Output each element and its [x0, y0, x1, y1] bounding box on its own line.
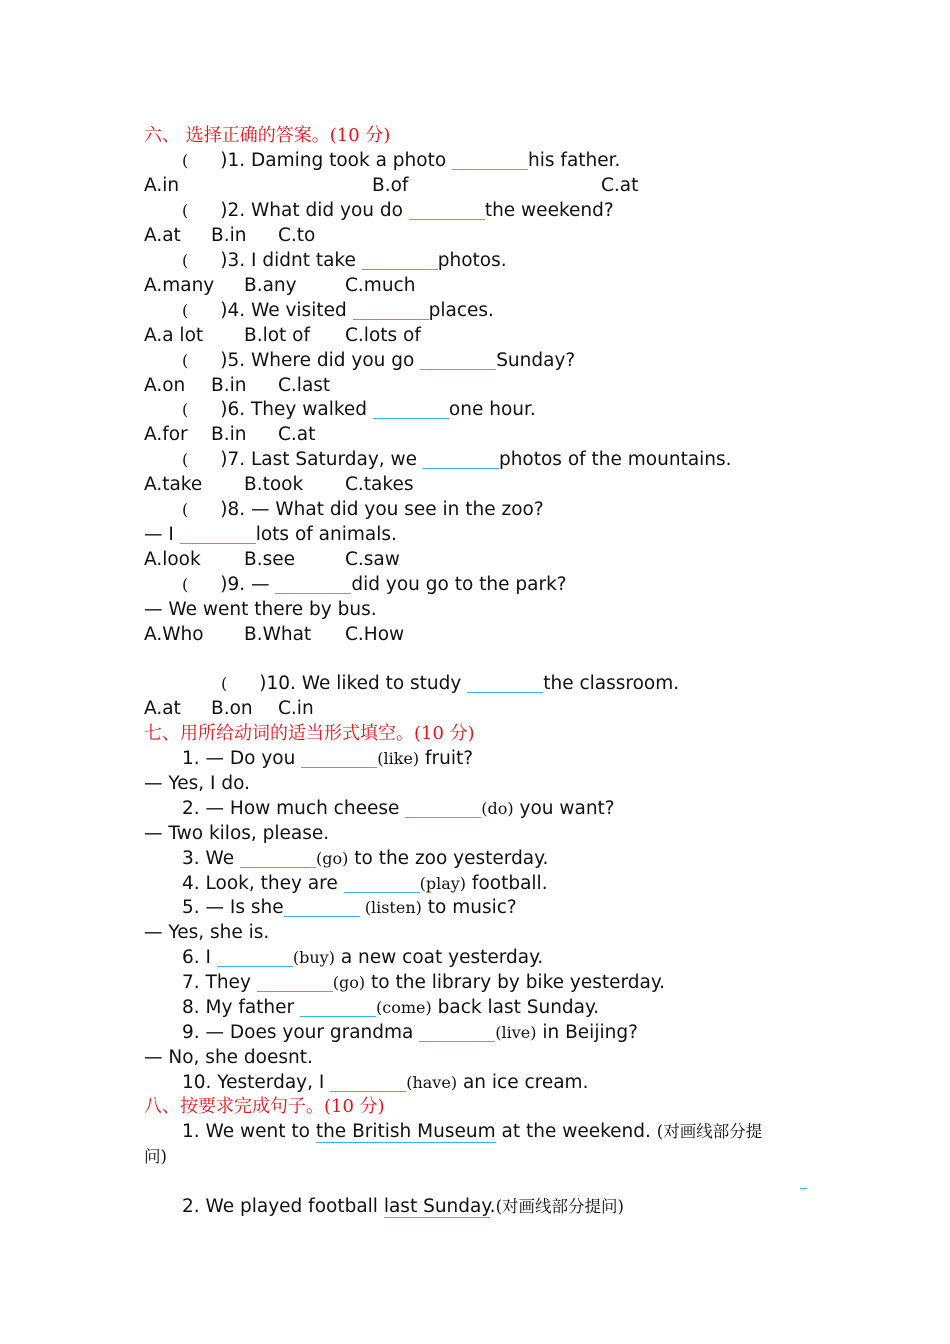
- options-8: A.look B.see C.saw: [144, 549, 400, 570]
- answer-blank[interactable]: [240, 848, 316, 868]
- answer-paren: (: [182, 151, 189, 170]
- question-5: ( )5. Where did you go Sunday?: [182, 350, 576, 371]
- question-9-line-2: — We went there by bus.: [144, 599, 377, 620]
- answer-blank[interactable]: [467, 673, 543, 693]
- options-9: A.Who B.What C.How: [144, 624, 405, 645]
- answer-blank[interactable]: [362, 250, 438, 270]
- answer-blank[interactable]: [301, 748, 377, 768]
- question-4: ( )4. We visited places.: [182, 300, 494, 321]
- verb-item-10: 10. Yesterday, I (have) an ice cream.: [182, 1072, 589, 1093]
- verb-item-2: 2. — How much cheese (do) you want?: [182, 798, 615, 819]
- answer-blank[interactable]: [344, 873, 420, 893]
- verb-item-1: 1. — Do you (like) fruit?: [182, 748, 474, 769]
- question-2: ( )2. What did you do the weekend?: [182, 200, 614, 221]
- verb-item-9-answer: — No, she doesnt.: [144, 1047, 313, 1068]
- answer-blank[interactable]: [405, 798, 481, 818]
- question-1: ( )1. Daming took a photo his father.: [182, 150, 621, 171]
- section-7-title: 七、用所给动词的适当形式填空。(10 分): [144, 723, 475, 744]
- underlined-phrase: the British Museum: [315, 1121, 496, 1142]
- question-7: ( )7. Last Saturday, we photos of the mountains.: [182, 449, 732, 470]
- options-7: A.take B.took C.takes: [144, 474, 414, 495]
- answer-blank[interactable]: [420, 350, 496, 370]
- verb-item-8: 8. My father (come) back last Sunday.: [182, 997, 600, 1018]
- options-6: A.for B.in C.at: [144, 424, 316, 445]
- sentence-item-2: 2. We played football last Sunday.(对画线部分提问): [182, 1196, 624, 1217]
- question-6: ( )6. They walked one hour.: [182, 399, 536, 420]
- verb-item-3: 3. We (go) to the zoo yesterday.: [182, 848, 549, 869]
- underlined-phrase: last Sunday: [383, 1196, 490, 1217]
- verb-item-7: 7. They (go) to the library by bike yesterday.: [182, 972, 666, 993]
- answer-blank[interactable]: [452, 150, 528, 170]
- options-2: A.at B.in C.to: [144, 225, 316, 246]
- answer-blank[interactable]: [419, 1022, 495, 1042]
- answer-blank[interactable]: [180, 524, 256, 544]
- answer-blank[interactable]: [284, 897, 360, 917]
- options-1: A.in B.of C.at: [144, 175, 639, 196]
- verb-item-6: 6. I (buy) a new coat yesterday.: [182, 947, 544, 968]
- answer-blank[interactable]: [300, 997, 376, 1017]
- question-8-line-2: — I lots of animals.: [144, 524, 397, 545]
- question-3: ( )3. I didnt take photos.: [182, 250, 507, 271]
- options-3: A.many B.any C.much: [144, 275, 416, 296]
- answer-blank[interactable]: [353, 300, 429, 320]
- verb-item-2-answer: — Two kilos, please.: [144, 823, 330, 844]
- answer-blank[interactable]: [217, 947, 293, 967]
- question-8: ( )8. — What did you see in the zoo?: [182, 499, 544, 520]
- decorative-dash: [800, 1188, 807, 1189]
- answer-blank[interactable]: [257, 972, 333, 992]
- answer-blank[interactable]: [423, 449, 499, 469]
- verb-item-5: 5. — Is she (listen) to music?: [182, 897, 517, 918]
- verb-item-5-answer: — Yes, she is.: [144, 922, 270, 943]
- answer-blank[interactable]: [409, 200, 485, 220]
- verb-item-1-answer: — Yes, I do.: [144, 773, 250, 794]
- sentence-item-1: 1. We went to the British Museum at the weekend. (对画线部分提: [182, 1121, 763, 1142]
- sentence-item-1-note-cont: 问): [144, 1147, 167, 1166]
- verb-item-9: 9. — Does your grandma (live) in Beijing?: [182, 1022, 638, 1043]
- options-4: A.a lot B.lot of C.lots of: [144, 325, 421, 346]
- question-9: ( )9. — did you go to the park?: [182, 574, 567, 595]
- section-8-title: 八、按要求完成句子。(10 分): [144, 1096, 385, 1117]
- section-6-title: 六、 选择正确的答案。(10 分): [144, 125, 391, 146]
- answer-blank[interactable]: [330, 1072, 406, 1092]
- answer-blank[interactable]: [275, 574, 351, 594]
- options-5: A.on B.in C.last: [144, 375, 331, 396]
- options-10: A.at B.on C.in: [144, 698, 314, 719]
- answer-blank[interactable]: [373, 399, 449, 419]
- verb-item-4: 4. Look, they are (play) football.: [182, 873, 548, 894]
- question-10: ( )10. We liked to study the classroom.: [221, 673, 680, 694]
